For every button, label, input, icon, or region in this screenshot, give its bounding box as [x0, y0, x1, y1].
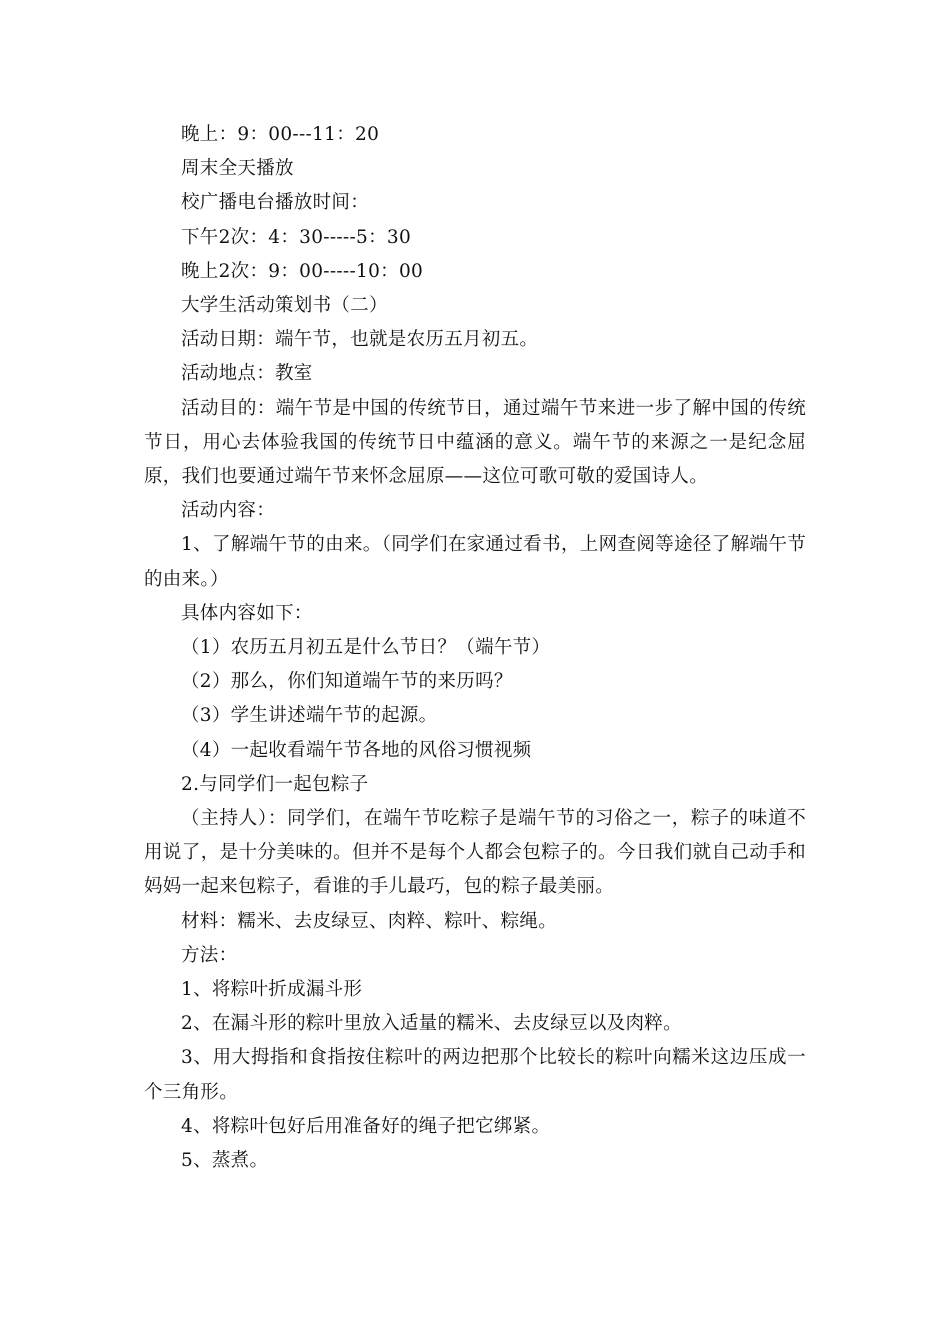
- paragraph-detail-3: （3）学生讲述端午节的起源。: [181, 705, 438, 727]
- paragraph-evening-twice: 晚上2次：9：00-----10：00: [181, 260, 424, 282]
- paragraph-method-step-2: 2、在漏斗形的粽叶里放入适量的糯米、去皮绿豆以及肉粹。: [181, 1013, 682, 1035]
- paragraph-method-step-3: 3、用大拇指和食指按住粽叶的两边把那个比较长的粽叶向糯米这边压成一个三角形。: [144, 1047, 806, 1103]
- document-body: [144, 118, 806, 1178]
- paragraph-content-item-2: 2.与同学们一起包粽子: [181, 773, 369, 795]
- paragraph-materials: 材料：糯米、去皮绿豆、肉粹、粽叶、粽绳。: [181, 910, 558, 932]
- paragraph-method-step-4: 4、将粽叶包好后用准备好的绳子把它绑紧。: [181, 1115, 551, 1137]
- paragraph-activity-date: 活动日期：端午节，也就是农历五月初五。: [181, 329, 539, 351]
- paragraph-activity-content-heading: 活动内容：: [181, 500, 276, 522]
- paragraph-method-step-5: 5、蒸煮。: [181, 1150, 269, 1172]
- paragraph-host-speech: （主持人）：同学们，在端午节吃粽子是端午节的习俗之一，粽子的味道不用说了，是十分美味的。但并不是每个人都会包粽子的。今日我们就自己动手和妈妈一起来包粽子，看谁的手儿最巧，包的粽子最美丽。: [144, 808, 806, 898]
- paragraph-method-heading: 方法：: [181, 944, 238, 966]
- paragraph-afternoon-twice: 下午2次：4：30-----5：30: [181, 226, 412, 248]
- paragraph-activity-location: 活动地点：教室: [181, 363, 313, 385]
- paragraph-method-step-1: 1、将粽叶折成漏斗形: [181, 979, 363, 1001]
- paragraph-radio-time-heading: 校广播电台播放时间：: [181, 192, 370, 214]
- paragraph-detail-2: （2）那么，你们知道端午节的来历吗？: [181, 671, 513, 693]
- paragraph-content-item-1: 1、了解端午节的由来。（同学们在家通过看书，上网查阅等途径了解端午节的由来。）: [144, 534, 806, 590]
- paragraph-weekend: 周末全天播放: [181, 158, 294, 180]
- paragraph-detail-1: （1）农历五月初五是什么节日？（端午节）: [181, 637, 551, 659]
- paragraph-detail-4: （4）一起收看端午节各地的风俗习惯视频: [181, 739, 532, 761]
- paragraph-details-heading: 具体内容如下：: [181, 602, 313, 624]
- paragraph-evening-time: 晚上：9：00---11：20: [181, 124, 380, 145]
- paragraph-activity-purpose: 活动目的：端午节是中国的传统节日，通过端午节来进一步了解中国的传统节日，用心去体验我国的传统节日中蕴涵的意义。端午节的来源之一是纪念屈原，我们也要通过端午节来怀念屈原——这位可歌可敬的爱国诗人。: [144, 397, 806, 488]
- section-title: 大学生活动策划书（二）: [181, 295, 388, 317]
